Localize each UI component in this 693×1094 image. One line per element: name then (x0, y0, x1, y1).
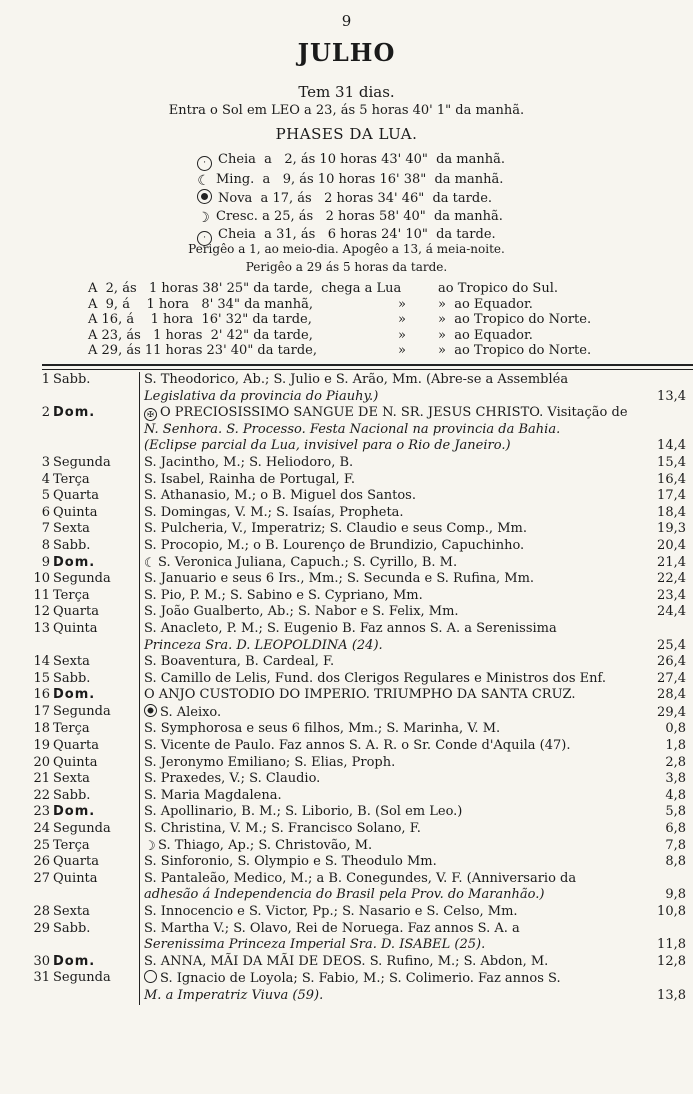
calendar-day-row (28, 555, 686, 572)
moon-age-value: 8,8 (665, 854, 686, 870)
calendar-day-row (28, 521, 686, 538)
saints-line: S. Procopio, M.; o B. Lourenço de Brundizio, Capuchinho. (144, 537, 525, 553)
calendar-day-row (28, 821, 686, 838)
moon-phase-text: Cheia a 31, ás 6 horas 24' 10" da tarde. (218, 227, 496, 242)
saints-text (140, 904, 649, 921)
moon-age-value: 21,4 (657, 554, 686, 570)
moon-phases-title: PHASES DA LUA. (275, 125, 418, 143)
moon-age-value: 12,8 (657, 953, 686, 969)
day-number: 18 (33, 721, 50, 737)
moon-age-value: 10,8 (657, 904, 686, 919)
saints-line: S. Veronica Juliana, Capuch.; S. Cyrillo, B. M. (158, 554, 458, 570)
saints-text (140, 970, 649, 1004)
saints-text (140, 571, 649, 588)
tropic-b: » (398, 296, 406, 312)
tropic-c: » ao Equador. (438, 296, 533, 312)
saints-text (140, 455, 649, 472)
tropic-b: » (398, 343, 406, 358)
day-number: 8 (41, 537, 50, 553)
moon-age-value: 3,8 (665, 771, 686, 787)
weekday: Dom. (53, 804, 140, 821)
waxing-moon-icon: ☽ (144, 838, 156, 854)
moon-phase-row (197, 171, 505, 189)
day-number: 24 (33, 821, 50, 837)
weekday: Dom. (53, 555, 140, 572)
page-number: 9 (341, 12, 352, 30)
tropic-c: » ao Tropico do Norte. (438, 343, 592, 358)
saints-line: S. Pantaleão, Medico, M.; a B. Conegundes, V. F. (Anniversario da (144, 870, 577, 886)
weekday: Quarta (53, 488, 140, 505)
full-moon-icon (197, 156, 212, 171)
tropic-b: » (398, 312, 406, 327)
weekday: Sexta (53, 654, 140, 671)
waning-moon-icon: ☾ (144, 555, 156, 571)
saints-text (140, 555, 649, 572)
weekday: Sabb. (53, 671, 140, 688)
day-number: 19 (33, 738, 50, 754)
day-number: 3 (41, 454, 50, 470)
moon-phases-list (197, 151, 505, 246)
day-number: 2 (41, 405, 50, 421)
day-number: 29 (33, 920, 50, 936)
weekday: Sabb. (53, 788, 140, 805)
calendar-day-row (28, 654, 686, 671)
day-number: 28 (33, 904, 50, 919)
day-number: 5 (41, 488, 50, 504)
moon-age-value: 27,4 (657, 670, 686, 686)
moon-age-value: 16,4 (657, 471, 686, 487)
weekday: Terça (53, 721, 140, 738)
day-number: 9 (41, 554, 50, 570)
calendar-day-row (28, 488, 686, 505)
saints-line: S. Pio, P. M.; S. Sabino e S. Cypriano, Mm. (144, 587, 423, 603)
moon-age-value: 28,4 (657, 687, 686, 703)
saints-line: S. Domingas, V. M.; S. Isaías, Propheta. (144, 504, 404, 520)
saints-line: S. Camillo de Lelis, Fund. dos Clerigos Regulares e Ministros dos Enf. (144, 670, 606, 686)
sun-entry-line: Entra o Sol em LEO a 23, ás 5 horas 40' 1" da manhã. (168, 103, 525, 118)
moon-age-value: 29,4 (657, 704, 686, 720)
moon-age-value: 18,4 (657, 504, 686, 520)
calendar-day-row (28, 904, 686, 921)
day-number: 15 (33, 670, 50, 686)
saints-text (140, 871, 649, 904)
day-number: 22 (33, 787, 50, 803)
tropic-a: A 29, ás 11 horas 23' 40" da tarde, (88, 343, 317, 358)
divider-rule (42, 369, 693, 370)
moon-age-value: 26,4 (657, 654, 686, 670)
tropic-a: A 9, á 1 hora 8' 34" da manhã, (88, 296, 313, 312)
calendar-day-row (28, 970, 686, 1004)
calendar-day-row (28, 538, 686, 555)
weekday: Terça (53, 838, 140, 855)
saints-line: S. Symphorosa e seus 6 filhos, Mm.; S. Marinha, V. M. (144, 721, 501, 737)
calendar-day-row (28, 372, 686, 405)
weekday: Sexta (53, 904, 140, 921)
calendar-day-row (28, 788, 686, 805)
perigee-line-1: Perigêo a 1, ao meio-dia. Apogêo a 13, á meia-noite. (188, 242, 505, 256)
day-number: 26 (33, 854, 50, 870)
saints-text (140, 654, 649, 671)
saints-text (140, 372, 649, 405)
moon-phase-row (197, 151, 505, 171)
weekday: Sabb. (53, 538, 140, 555)
moon-age-value: 4,8 (665, 787, 686, 803)
calendar-day-row (28, 954, 686, 971)
calendar-day-row (28, 405, 686, 455)
weekday: Sabb. (53, 372, 140, 405)
moon-age-value: 7,8 (665, 837, 686, 853)
day-number: 23 (33, 804, 50, 820)
day-number: 13 (33, 620, 50, 636)
moon-age-value: 5,8 (665, 804, 686, 820)
saints-line: S. ANNA, MÃI DA MÃI DE DEOS. S. Rufino, M.; S. Abdon, M. (144, 953, 549, 969)
moon-age-value: 25,4 (657, 637, 686, 653)
tropic-a: A 2, ás 1 horas 38' 25" da tarde, chega a Lua (88, 281, 402, 296)
saints-text (140, 521, 649, 538)
moon-age-value: 15,4 (657, 454, 686, 470)
calendar-day-row (28, 571, 686, 588)
saints-line: S. Thiago, Ap.; S. Christovão, M. (158, 837, 373, 853)
saints-text (140, 921, 649, 954)
tropic-c: » ao Tropico do Norte. (438, 312, 592, 327)
calendar-day-row (28, 505, 686, 522)
saints-line: S. Maria Magdalena. (144, 787, 282, 803)
day-number: 16 (33, 687, 50, 703)
day-number: 1 (41, 372, 50, 387)
new-moon-icon (197, 189, 212, 204)
saints-line: S. Ignacio de Loyola; S. Fabio, M.; S. Colimerio. Faz annos S. (160, 971, 561, 987)
moon-phase-row (197, 189, 505, 208)
saints-line: (Eclipse parcial da Lua, invisivel para o Rio de Janeiro.) (144, 438, 511, 454)
moon-age-value: 0,8 (665, 721, 686, 737)
moon-age-value: 19,3 (657, 521, 686, 537)
saints-text (140, 804, 649, 821)
day-number: 25 (33, 837, 50, 853)
saints-line: S. Pulcheria, V., Imperatriz; S. Claudio e seus Comp., Mm. (144, 521, 527, 537)
calendar-day-row (28, 871, 686, 904)
calendar-day-row (28, 704, 686, 722)
day-number: 21 (33, 771, 50, 787)
moon-age-value: 9,8 (665, 887, 686, 903)
moon-phase-text: Ming. a 9, ás 10 horas 16' 38" da manhã. (216, 172, 504, 187)
saints-line: S. Anacleto, P. M.; S. Eugenio B. Faz annos S. A. a Serenissima (144, 620, 557, 636)
calendar-day-row (28, 671, 686, 688)
moon-age-value: 2,8 (665, 754, 686, 770)
day-number: 4 (41, 471, 50, 487)
saints-line: S. Isabel, Rainha de Portugal, F. (144, 471, 355, 487)
calendar-day-row (28, 804, 686, 821)
moon-age-value: 1,8 (665, 738, 686, 754)
saints-line: Legislativa da provincia do Piauhy.) (144, 388, 379, 404)
moon-phase-text: Cheia a 2, ás 10 horas 43' 40" da manhã. (218, 152, 506, 167)
saints-line: S. Innocencio e S. Victor, Pp.; S. Nasario e S. Celso, Mm. (144, 904, 518, 919)
tropic-a: A 23, ás 1 horas 2' 42" da tarde, (88, 327, 313, 343)
saints-text (140, 621, 649, 654)
calendar-day-row (28, 604, 686, 621)
new-moon-icon (144, 704, 157, 717)
day-number: 14 (33, 654, 50, 670)
moon-age-value: 22,4 (657, 571, 686, 587)
day-number: 12 (33, 604, 50, 620)
saints-text (140, 671, 649, 688)
divider-rule (42, 364, 693, 366)
saints-text (140, 838, 649, 855)
weekday: Segunda (53, 821, 140, 838)
saints-line: S. João Gualberto, Ab.; S. Nabor e S. Felix, Mm. (144, 604, 459, 620)
saints-line: M. a Imperatriz Viuva (59). (144, 987, 324, 1003)
day-number: 6 (41, 504, 50, 520)
days-line: Tem 31 dias. (298, 83, 395, 101)
weekday: Dom. (53, 405, 140, 455)
weekday: Segunda (53, 970, 140, 1004)
day-number: 7 (41, 521, 50, 537)
moon-age-value: 17,4 (657, 488, 686, 504)
weekday: Quinta (53, 755, 140, 772)
saints-line: S. Theodorico, Ab.; S. Julio e S. Arão, Mm. (Abre-se a Assembléa (144, 372, 569, 387)
day-number: 27 (33, 870, 50, 886)
weekday: Sabb. (53, 921, 140, 954)
weekday: Terça (53, 588, 140, 605)
moon-age-value: 24,4 (657, 604, 686, 620)
saints-line: S. Christina, V. M.; S. Francisco Solano, F. (144, 821, 421, 837)
weekday: Sexta (53, 771, 140, 788)
calendar-day-row (28, 738, 686, 755)
calendar-day-row (28, 854, 686, 871)
sacred-heart-icon: ✠ (144, 408, 157, 421)
day-number: 10 (33, 571, 50, 587)
saints-text (140, 405, 649, 455)
day-number: 17 (33, 703, 50, 719)
day-number: 31 (33, 970, 50, 986)
saints-line: S. Boaventura, B. Cardeal, F. (144, 654, 335, 670)
saints-line: S. Sinforonio, S. Olympio e S. Theodulo Mm. (144, 854, 437, 870)
moon-phase-row (197, 208, 505, 226)
weekday: Segunda (53, 571, 140, 588)
saints-text (140, 588, 649, 605)
calendar-day-row (28, 721, 686, 738)
weekday: Quarta (53, 854, 140, 871)
weekday: Terça (53, 472, 140, 489)
saints-text (140, 538, 649, 555)
saints-line: Princeza Sra. D. LEOPOLDINA (24). (144, 637, 383, 653)
calendar-day-row (28, 588, 686, 605)
moon-age-value: 14,4 (657, 438, 686, 454)
calendar-day-row (28, 455, 686, 472)
saints-text (140, 771, 649, 788)
saints-line: S. Martha V.; S. Olavo, Rei de Noruega. Faz annos S. A. a (144, 920, 520, 936)
waxing-moon-icon: ☽ (197, 210, 210, 226)
month-title: JULHO (297, 38, 396, 67)
moon-phase-text: Nova a 17, ás 2 horas 34' 46" da tarde. (218, 191, 493, 206)
saints-line: S. Praxedes, V.; S. Claudio. (144, 771, 321, 787)
weekday: Dom. (53, 954, 140, 971)
saints-line: N. Senhora. S. Processo. Festa Nacional na provincia da Bahia. (144, 421, 561, 437)
saints-text (140, 755, 649, 772)
saints-text (140, 788, 649, 805)
calendar-day-row (28, 771, 686, 788)
weekday: Segunda (53, 455, 140, 472)
perigee-line-2: Perigêo a 29 ás 5 horas da tarde. (245, 260, 448, 274)
day-number: 20 (33, 754, 50, 770)
calendar-day-row (28, 921, 686, 954)
saints-line: Serenissima Princeza Imperial Sra. D. ISABEL (25). (144, 937, 486, 953)
saints-line: O ANJO CUSTODIO DO IMPERIO. TRIUMPHO DA SANTA CRUZ. (144, 687, 576, 703)
calendar-day-row (28, 621, 686, 654)
tropic-c: ao Tropico do Sul. (438, 281, 558, 296)
moon-age-value: 6,8 (665, 821, 686, 837)
saints-line: S. Apollinario, B. M.; S. Liborio, B. (Sol em Leo.) (144, 804, 463, 820)
moon-age-value: 13,8 (657, 987, 686, 1003)
saints-text (140, 687, 649, 704)
tropic-c: » ao Equador. (438, 327, 533, 343)
saints-text (140, 604, 649, 621)
saints-text (140, 954, 649, 971)
day-number: 11 (33, 587, 50, 603)
saints-text (140, 704, 649, 722)
full-moon-icon (144, 970, 157, 983)
calendar-table (28, 372, 686, 1005)
moon-age-value: 13,4 (657, 388, 686, 404)
waning-moon-icon: ☾ (197, 173, 210, 189)
saints-text (140, 738, 649, 755)
weekday: Quinta (53, 505, 140, 522)
saints-text (140, 721, 649, 738)
saints-text (140, 854, 649, 871)
calendar-day-row (28, 755, 686, 772)
saints-line: S. Vicente de Paulo. Faz annos S. A. R. o Sr. Conde d'Aquila (47). (144, 738, 571, 754)
weekday: Quarta (53, 604, 140, 621)
weekday: Quarta (53, 738, 140, 755)
saints-text (140, 821, 649, 838)
tropic-a: A 16, á 1 hora 16' 32" da tarde, (88, 312, 312, 327)
calendar-day-row (28, 838, 686, 855)
weekday: Segunda (53, 704, 140, 722)
weekday: Dom. (53, 687, 140, 704)
tropic-b: » (398, 327, 406, 343)
moon-age-value: 23,4 (657, 587, 686, 603)
moon-phase-text: Cresc. a 25, ás 2 horas 58' 40" da manhã. (216, 209, 503, 224)
saints-line: S. Aleixo. (160, 704, 222, 720)
calendar-day-row (28, 472, 686, 489)
saints-line: S. Januario e seus 6 Irs., Mm.; S. Secunda e S. Rufina, Mm. (144, 571, 535, 587)
saints-line: S. Jacintho, M.; S. Heliodoro, B. (144, 454, 354, 470)
weekday: Sexta (53, 521, 140, 538)
saints-line: adhesão á Independencia do Brasil pela Prov. do Maranhão.) (144, 887, 545, 903)
calendar-day-row (28, 687, 686, 704)
moon-age-value: 20,4 (657, 537, 686, 553)
saints-line: S. Jeronymo Emiliano; S. Elias, Proph. (144, 754, 396, 770)
weekday: Quinta (53, 871, 140, 904)
saints-text (140, 505, 649, 522)
saints-text (140, 472, 649, 489)
weekday: Quinta (53, 621, 140, 654)
saints-text (140, 488, 649, 505)
moon-age-value: 11,8 (657, 937, 686, 953)
saints-line: O PRECIOSISSIMO SANGUE DE N. SR. JESUS CHRISTO. Visitação de (160, 405, 628, 421)
day-number: 30 (33, 953, 50, 969)
saints-line: S. Athanasio, M.; o B. Miguel dos Santos. (144, 488, 416, 504)
